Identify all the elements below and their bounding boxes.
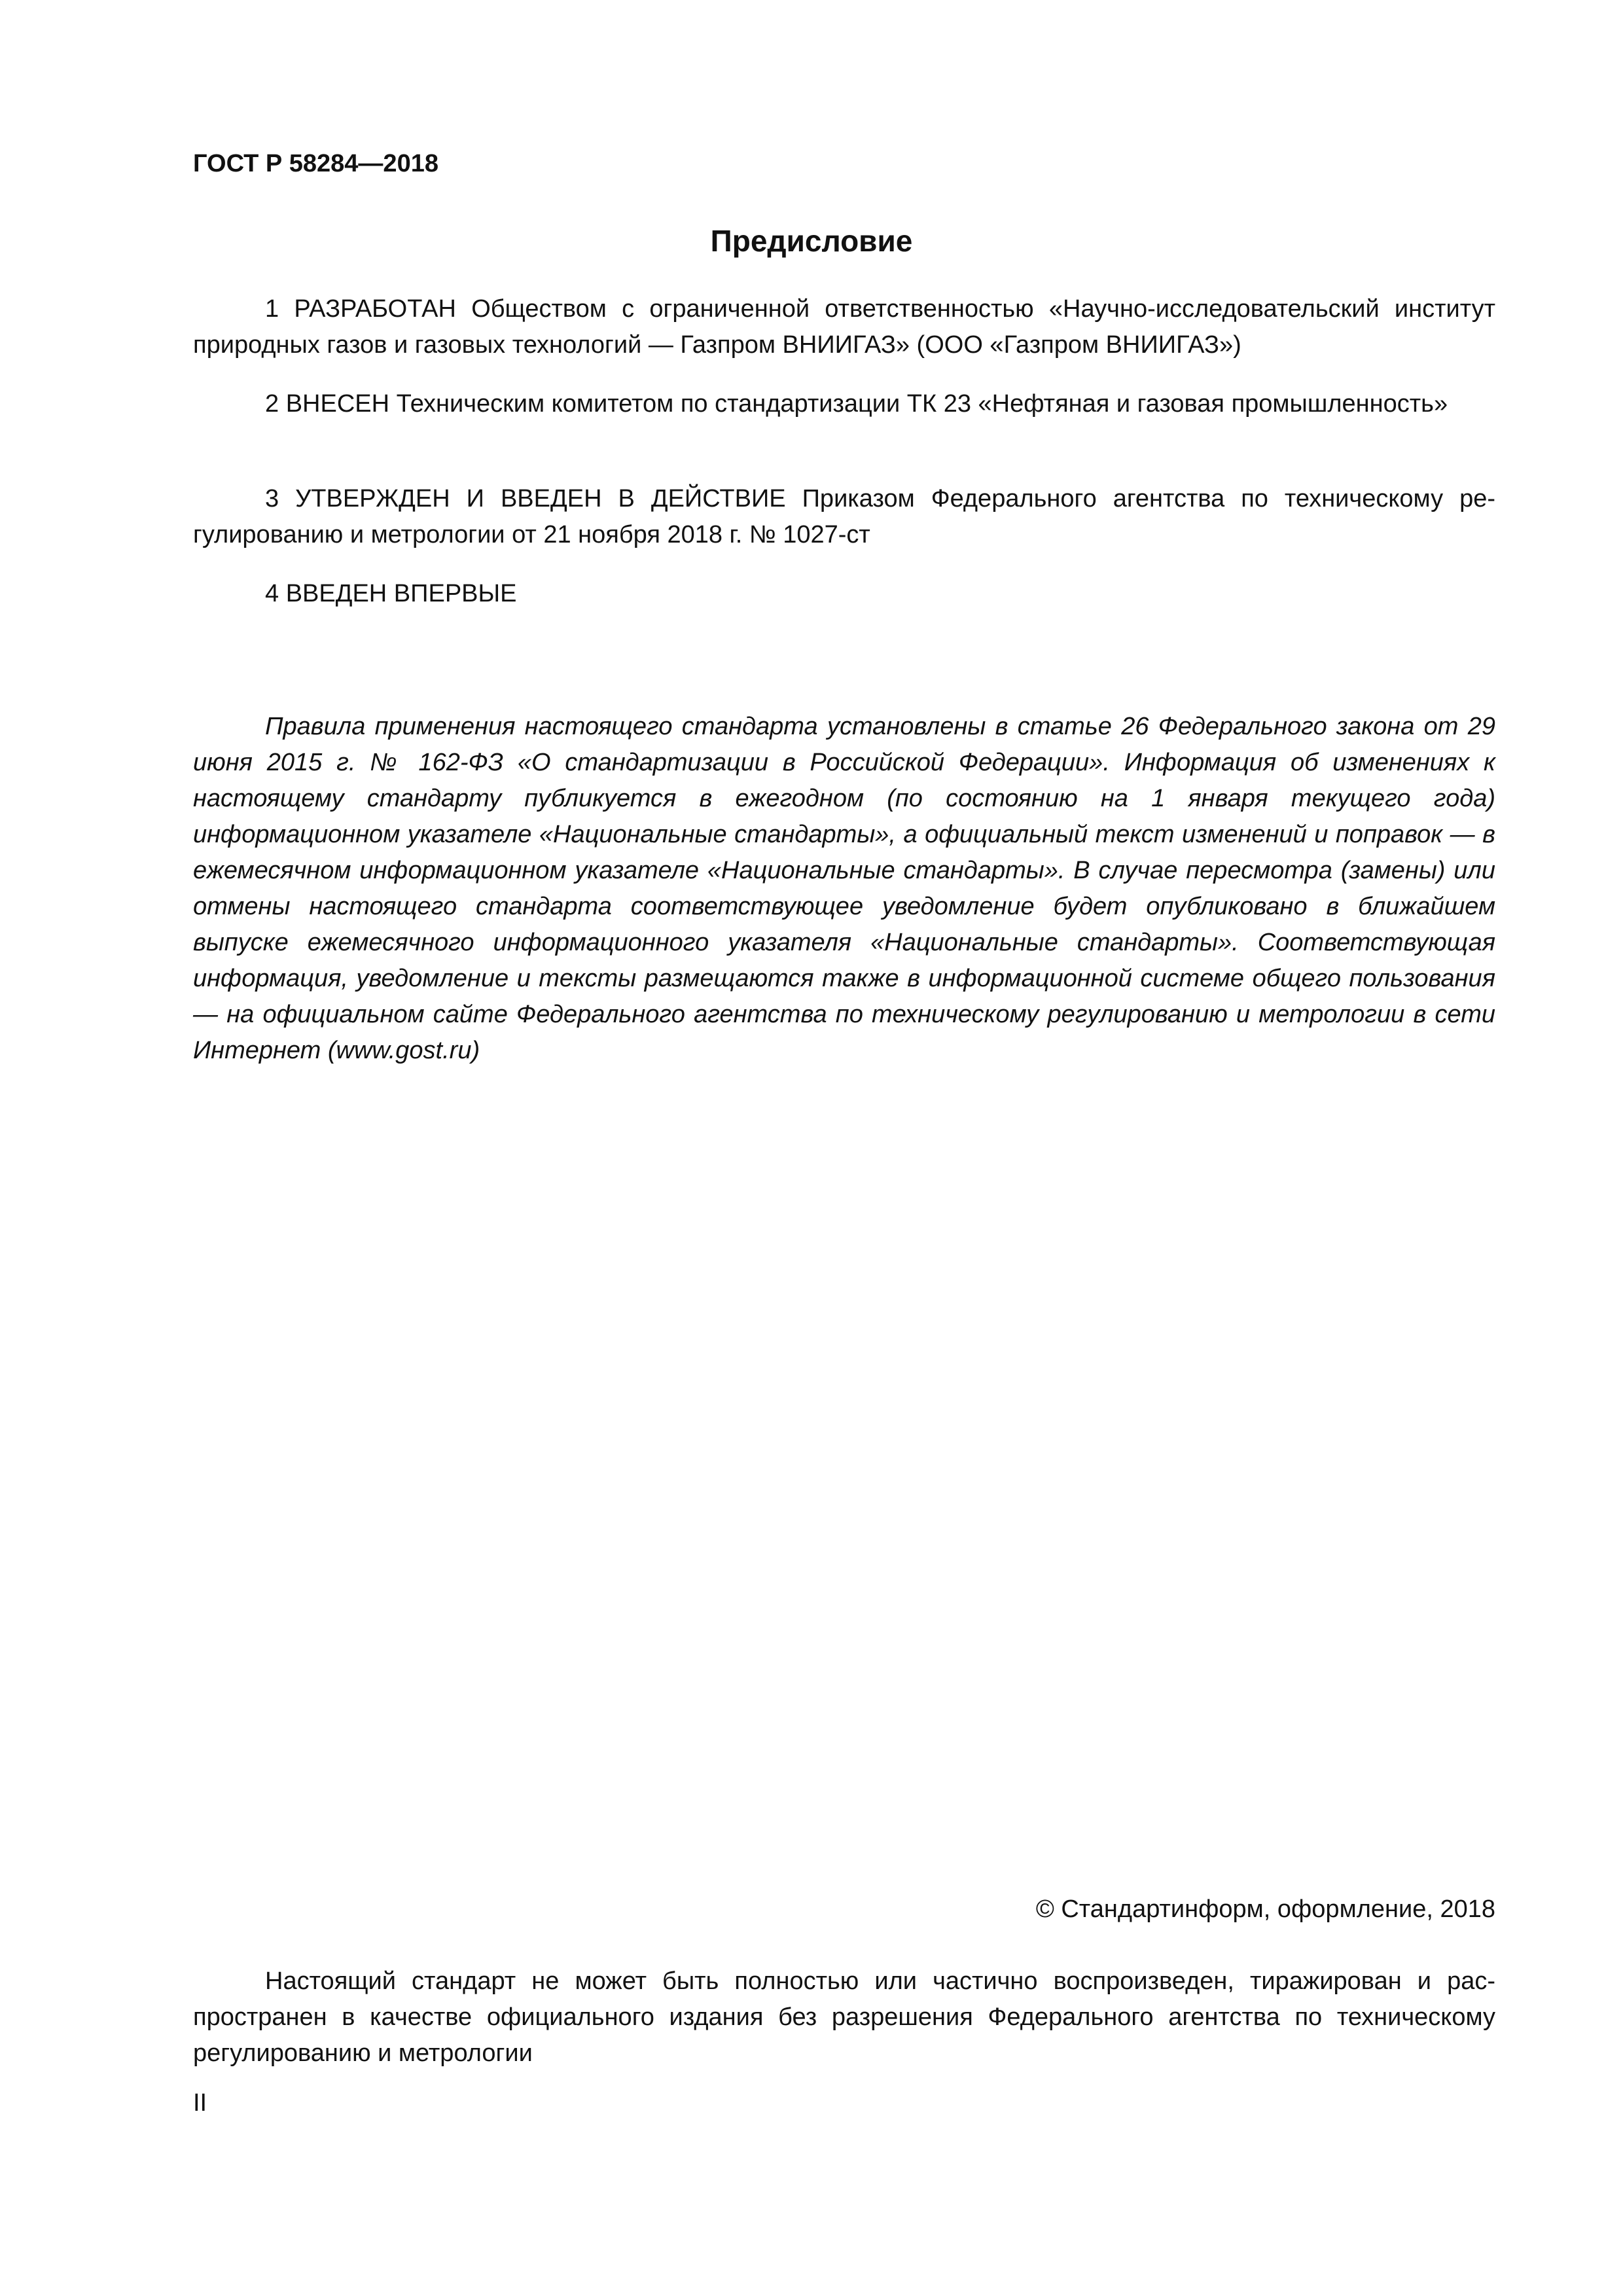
preface-item-3 [193, 481, 1495, 553]
preface-item-1 [193, 291, 1495, 363]
preface-item-1-text: Обществом с ограниченной ответственностью «Научно-исследовательский институт природных газов и газовых технологий — Газпром ВНИИГАЗ» (ООО «Газпром ВНИИГАЗ») [193, 295, 1495, 359]
standard-rules-note: Правила применения настоящего стандарта установлены в статье 26 Федерального закона от 29 июня 2015 г. № 162-ФЗ «О стандартизации в Российской Федерации». Информация об изменениях к настоящему стандарту публикуется в ежегодном (по состоянию на 1 января текущего года) информационном указателе «Национальные стандарты», а официальный текст изменений и поправок — в ежемесячном информационном указателе «Национальные стандарты». В случае пересмотра (замены) или отмены настоящего стандарта соответствующее уведомление будет опубликовано в ближайшем выпуске ежемесячного информационного указателя «Национальные стандарты». Соответствующая информация, уведомление и тексты размещаются также в информационной системе общего пользования — на официальном сайте Федерального агентства по техническому регулированию и метрологии в сети Интернет (www.gost.ru) [193, 713, 1495, 1064]
preface-item-3-text: Приказом Федерального агентства по техническому регулированию и метрологии от 21 ноября 2018 г. № 1027-ст [193, 485, 1495, 548]
preface-item-2-text: Техническим комитетом по стандартизации ТК 23 «Нефтяная и газовая промышленность» [389, 390, 1448, 418]
reproduction-notice: Настоящий стандарт не может быть полностью или частично воспроизведен, тиражирован и распространен в качестве официального издания без разрешения Федерального агентства по техническому регулированию и метрологии [193, 1967, 1495, 2067]
preface-item-4 [193, 576, 1495, 612]
preface-item-2-lead: 2 ВНЕСЕН [265, 390, 390, 418]
page-number: II [193, 2089, 207, 2117]
preface-item-3-lead: 3 УТВЕРЖДЕН И ВВЕДЕН В ДЕЙСТВИЕ [265, 485, 786, 512]
preface-item-1-lead: 1 РАЗРАБОТАН [265, 295, 456, 323]
copyright-line: © Стандартинформ, оформление, 2018 [1035, 1895, 1495, 1923]
preface-item-2 [193, 386, 1495, 422]
document-code: ГОСТ Р 58284—2018 [193, 150, 438, 177]
preface-item-4-lead: 4 ВВЕДЕН ВПЕРВЫЕ [265, 580, 517, 607]
preface-title: Предисловие [710, 224, 913, 258]
